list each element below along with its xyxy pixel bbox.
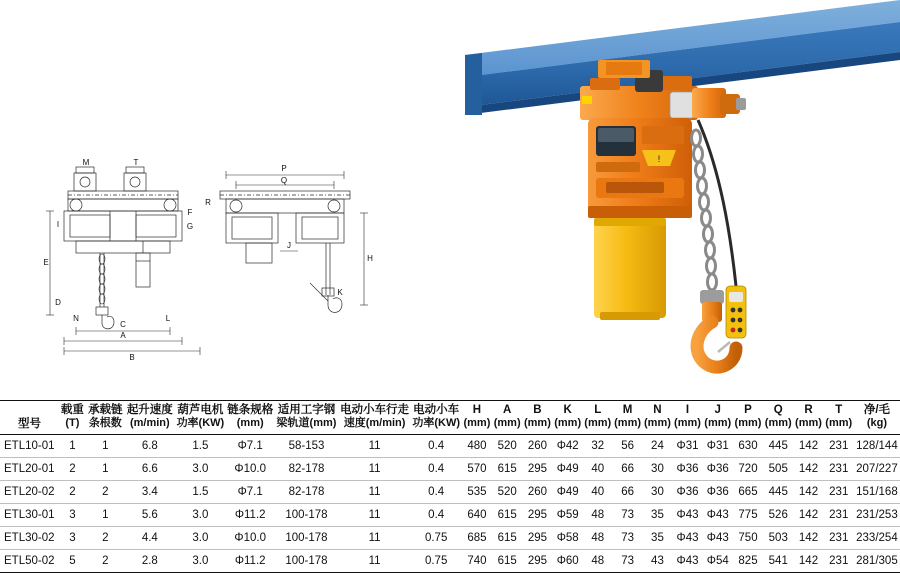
product-photo	[430, 0, 900, 400]
label-C: C	[120, 320, 126, 329]
table-cell: 295	[522, 504, 552, 527]
table-cell: 3.0	[175, 550, 226, 573]
table-cell: 526	[763, 504, 793, 527]
col-K	[553, 401, 583, 435]
table-cell: Φ31	[672, 435, 702, 458]
table-cell: 11	[339, 458, 411, 481]
table-cell: 58-153	[274, 435, 338, 458]
col-hoist-motor-power	[175, 401, 226, 435]
col-trolley-power-unit: 功率(KW)	[412, 417, 460, 430]
col-chain-size-unit: (mm)	[236, 417, 264, 430]
col-Q-title: Q	[773, 404, 783, 416]
table-cell: 503	[763, 527, 793, 550]
table-cell: 66	[613, 458, 643, 481]
table-cell: 295	[522, 550, 552, 573]
col-J-title: J	[714, 404, 721, 416]
table-cell: 4.4	[125, 527, 175, 550]
col-B-title: B	[533, 404, 542, 416]
table-cell: 1.5	[175, 435, 226, 458]
table-cell: 1.5	[175, 481, 226, 504]
table-row[interactable]	[0, 458, 900, 481]
table-cell: 825	[733, 550, 763, 573]
label-E: E	[43, 258, 49, 267]
table-cell: Φ49	[553, 458, 583, 481]
table-cell: 231	[824, 481, 854, 504]
table-cell: Φ7.1	[226, 481, 274, 504]
col-chain-falls-unit: 条根数	[88, 417, 122, 430]
table-cell: 775	[733, 504, 763, 527]
table-row[interactable]	[0, 527, 900, 550]
table-cell: Φ60	[553, 550, 583, 573]
table-cell: 142	[793, 504, 823, 527]
table-cell: Φ58	[553, 527, 583, 550]
table-cell: 40	[583, 458, 613, 481]
col-chain-size-title: 链条规格	[227, 404, 274, 416]
col-model	[0, 401, 59, 435]
table-cell: 11	[339, 481, 411, 504]
col-capacity-unit: (T)	[65, 417, 80, 430]
col-weight-title: 净/毛	[863, 404, 891, 416]
table-cell: 3.4	[125, 481, 175, 504]
label-K: K	[337, 288, 343, 297]
table-cell: 281/305	[854, 550, 900, 573]
cell-model: ETL30-02	[0, 527, 59, 550]
table-cell: 3.0	[175, 527, 226, 550]
col-P-unit: (mm)	[734, 417, 762, 430]
table-cell: 142	[793, 550, 823, 573]
table-cell: 750	[733, 527, 763, 550]
col-L	[583, 401, 613, 435]
table-cell: Φ11.2	[226, 504, 274, 527]
table-cell: 142	[793, 458, 823, 481]
col-T	[824, 401, 854, 435]
col-A	[492, 401, 522, 435]
col-T-title: T	[835, 404, 843, 416]
col-trolley-power-title: 电动小车	[413, 404, 460, 416]
col-I-title: I	[685, 404, 690, 416]
label-N: N	[73, 314, 79, 323]
table-cell: 2	[86, 527, 125, 550]
table-cell: 3.0	[175, 504, 226, 527]
label-Q: Q	[280, 176, 288, 185]
table-cell: Φ43	[672, 504, 702, 527]
col-M	[613, 401, 643, 435]
label-F: F	[187, 208, 193, 217]
table-cell: 142	[793, 527, 823, 550]
col-capacity-title: 载重	[60, 404, 84, 416]
table-cell: 2.8	[125, 550, 175, 573]
table-row[interactable]	[0, 504, 900, 527]
table-cell: 24	[643, 435, 673, 458]
table-cell: 2	[59, 458, 86, 481]
col-weight-unit: (kg)	[866, 417, 888, 430]
dimension-drawing	[40, 155, 380, 370]
label-P: P	[281, 164, 287, 173]
col-Q-unit: (mm)	[764, 417, 792, 430]
table-cell: 570	[462, 458, 492, 481]
table-cell: 82-178	[274, 481, 338, 504]
table-cell: 151/168	[854, 481, 900, 504]
table-cell: 5.6	[125, 504, 175, 527]
col-weight	[854, 401, 900, 435]
table-cell: 615	[492, 527, 522, 550]
table-cell: Φ59	[553, 504, 583, 527]
col-lifting-speed-title: 起升速度	[126, 404, 173, 416]
table-cell: Φ43	[703, 527, 733, 550]
cell-model: ETL20-01	[0, 458, 59, 481]
col-P-title: P	[744, 404, 752, 416]
table-cell: 11	[339, 550, 411, 573]
table-cell: 56	[613, 435, 643, 458]
col-M-unit: (mm)	[614, 417, 642, 430]
col-H-unit: (mm)	[463, 417, 491, 430]
table-cell: 665	[733, 481, 763, 504]
table-cell: 2	[86, 481, 125, 504]
col-lifting-speed	[125, 401, 175, 435]
table-cell: 231/253	[854, 504, 900, 527]
table-cell: 207/227	[854, 458, 900, 481]
cell-model: ETL20-02	[0, 481, 59, 504]
table-cell: 48	[583, 504, 613, 527]
table-cell: Φ36	[672, 458, 702, 481]
table-cell: 40	[583, 481, 613, 504]
table-cell: 260	[522, 435, 552, 458]
col-K-unit: (mm)	[554, 417, 582, 430]
table-cell: 2	[59, 481, 86, 504]
table-cell: 35	[643, 504, 673, 527]
table-cell: Φ10.0	[226, 458, 274, 481]
table-cell: 32	[583, 435, 613, 458]
table-cell: 0.4	[411, 481, 462, 504]
table-cell: 6.8	[125, 435, 175, 458]
table-header-row	[0, 401, 900, 435]
col-beam-range-unit: 梁轨道(mm)	[276, 417, 337, 430]
specification-table-wrap	[0, 400, 900, 573]
table-cell: 0.75	[411, 550, 462, 573]
col-trolley-power	[411, 401, 462, 435]
label-A: A	[120, 331, 126, 340]
table-cell: 505	[763, 458, 793, 481]
table-row[interactable]	[0, 550, 900, 573]
table-cell: 48	[583, 527, 613, 550]
table-cell: 630	[733, 435, 763, 458]
table-cell: 142	[793, 435, 823, 458]
col-L-title: L	[594, 404, 602, 416]
col-I-unit: (mm)	[674, 417, 701, 430]
cell-model: ETL10-01	[0, 435, 59, 458]
col-beam-range	[274, 401, 338, 435]
table-cell: 541	[763, 550, 793, 573]
table-cell: 740	[462, 550, 492, 573]
table-cell: 100-178	[274, 527, 338, 550]
col-beam-range-title: 适用工字钢	[277, 404, 336, 416]
table-cell: 720	[733, 458, 763, 481]
table-cell: 1	[59, 435, 86, 458]
table-cell: Φ36	[703, 458, 733, 481]
table-cell: Φ54	[703, 550, 733, 573]
table-cell: 128/144	[854, 435, 900, 458]
label-L: L	[165, 314, 171, 323]
trolley-drive-motor	[692, 88, 746, 118]
table-cell: 0.4	[411, 504, 462, 527]
col-J-unit: (mm)	[704, 417, 732, 430]
table-cell: 231	[824, 504, 854, 527]
table-cell: 30	[643, 481, 673, 504]
cell-model: ETL50-02	[0, 550, 59, 573]
col-H	[462, 401, 492, 435]
table-cell: Φ42	[553, 435, 583, 458]
table-row[interactable]	[0, 481, 900, 504]
table-cell: 260	[522, 481, 552, 504]
col-K-title: K	[563, 404, 572, 416]
col-R-unit: (mm)	[795, 417, 822, 430]
table-cell: 445	[763, 481, 793, 504]
table-cell: 6.6	[125, 458, 175, 481]
table-cell: Φ43	[672, 527, 702, 550]
table-cell: 0.4	[411, 458, 462, 481]
table-cell: Φ36	[703, 481, 733, 504]
table-cell: 11	[339, 527, 411, 550]
table-cell: 1	[86, 435, 125, 458]
col-chain-size	[226, 401, 274, 435]
table-cell: 43	[643, 550, 673, 573]
table-cell: 231	[824, 527, 854, 550]
col-R	[793, 401, 823, 435]
table-cell: 48	[583, 550, 613, 573]
chain-container	[594, 218, 666, 320]
col-J	[703, 401, 733, 435]
col-P	[733, 401, 763, 435]
col-Q	[763, 401, 793, 435]
table-cell: 615	[492, 458, 522, 481]
table-cell: Φ31	[703, 435, 733, 458]
col-H-title: H	[472, 404, 482, 416]
table-cell: 100-178	[274, 550, 338, 573]
label-J: J	[287, 241, 291, 250]
label-B: B	[129, 353, 135, 362]
label-I: I	[56, 220, 60, 229]
table-cell: 30	[643, 458, 673, 481]
table-cell: 82-178	[274, 458, 338, 481]
table-cell: Φ43	[672, 550, 702, 573]
table-cell: 142	[793, 481, 823, 504]
table-cell: 3	[59, 527, 86, 550]
col-L-unit: (mm)	[584, 417, 612, 430]
table-cell: 233/254	[854, 527, 900, 550]
table-cell: 3	[59, 504, 86, 527]
svg-text:!: !	[657, 154, 661, 164]
col-model-title: 型号	[18, 417, 42, 430]
table-cell: 295	[522, 527, 552, 550]
table-cell: 0.4	[411, 435, 462, 458]
col-N-unit: (mm)	[644, 417, 671, 430]
table-cell: 295	[522, 458, 552, 481]
col-I	[672, 401, 702, 435]
col-lifting-speed-unit: (m/min)	[129, 417, 170, 430]
col-N	[643, 401, 673, 435]
table-cell: 5	[59, 550, 86, 573]
table-cell: 520	[492, 481, 522, 504]
label-G: G	[186, 222, 194, 231]
col-A-title: A	[503, 404, 512, 416]
table-cell: 11	[339, 504, 411, 527]
label-R: R	[205, 198, 211, 207]
col-M-title: M	[622, 404, 633, 416]
table-cell: 73	[613, 527, 643, 550]
table-row[interactable]	[0, 435, 900, 458]
table-cell: 445	[763, 435, 793, 458]
hoist-body	[588, 118, 692, 218]
specification-table	[0, 400, 900, 573]
table-cell: 615	[492, 504, 522, 527]
table-cell: 0.75	[411, 527, 462, 550]
table-cell: 66	[613, 481, 643, 504]
table-cell: 685	[462, 527, 492, 550]
table-cell: 231	[824, 550, 854, 573]
col-A-unit: (mm)	[493, 417, 521, 430]
col-T-unit: (mm)	[825, 417, 853, 430]
col-chain-falls	[86, 401, 125, 435]
col-N-title: N	[653, 404, 662, 416]
col-hoist-motor-power-title: 葫芦电机	[177, 404, 224, 416]
label-D: D	[55, 298, 61, 307]
label-T: T	[133, 158, 139, 167]
cell-model: ETL30-01	[0, 504, 59, 527]
label-H: H	[367, 254, 373, 263]
col-trolley-speed-title: 电动小车行走	[340, 404, 410, 416]
table-cell: 11	[339, 435, 411, 458]
table-cell: 615	[492, 550, 522, 573]
table-cell: 1	[86, 504, 125, 527]
table-cell: Φ10.0	[226, 527, 274, 550]
table-cell: 520	[492, 435, 522, 458]
table-cell: 35	[643, 527, 673, 550]
table-cell: 1	[86, 458, 125, 481]
col-trolley-speed-unit: 速度(m/min)	[343, 417, 406, 430]
table-cell: 100-178	[274, 504, 338, 527]
table-cell: 480	[462, 435, 492, 458]
col-chain-falls-title: 承载链	[88, 404, 123, 416]
col-R-title: R	[804, 404, 813, 416]
table-cell: 73	[613, 550, 643, 573]
table-cell: 73	[613, 504, 643, 527]
table-cell: Φ49	[553, 481, 583, 504]
table-cell: 231	[824, 435, 854, 458]
table-body	[0, 435, 900, 573]
col-B-unit: (mm)	[523, 417, 551, 430]
table-cell: Φ36	[672, 481, 702, 504]
table-cell: Φ43	[703, 504, 733, 527]
table-cell: 3.0	[175, 458, 226, 481]
table-cell: 535	[462, 481, 492, 504]
col-B	[522, 401, 552, 435]
table-cell: 2	[86, 550, 125, 573]
col-trolley-speed	[339, 401, 411, 435]
col-hoist-motor-power-unit: 功率(KW)	[176, 417, 225, 430]
label-M: M	[82, 158, 90, 167]
table-cell: Φ7.1	[226, 435, 274, 458]
table-cell: Φ11.2	[226, 550, 274, 573]
col-capacity	[59, 401, 86, 435]
table-head	[0, 401, 900, 435]
table-cell: 640	[462, 504, 492, 527]
table-cell: 231	[824, 458, 854, 481]
